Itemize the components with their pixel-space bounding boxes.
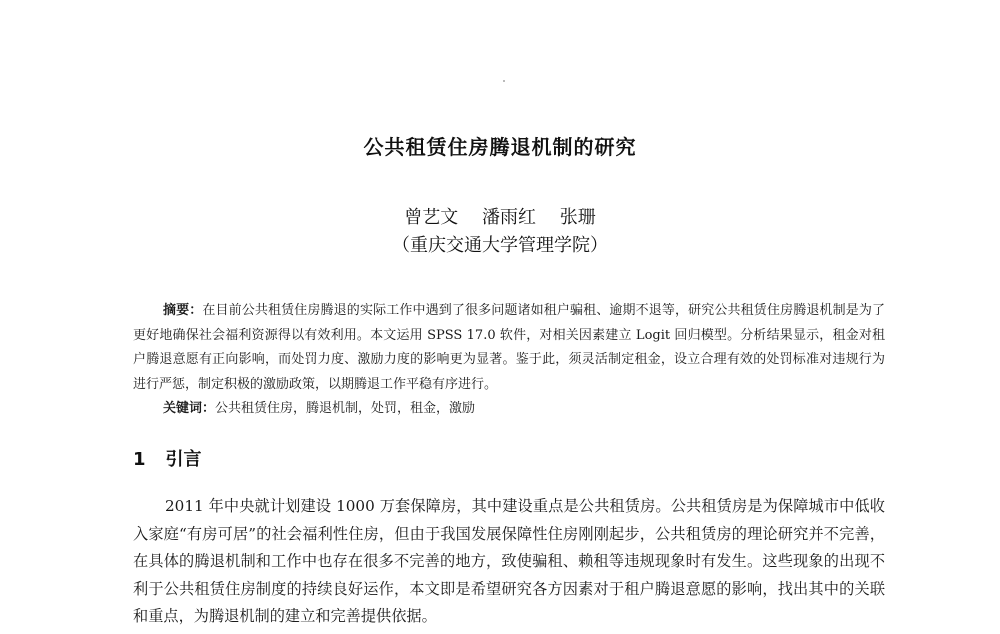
author-list (0, 203, 1000, 229)
keywords (163, 397, 885, 421)
section-number: 1 (133, 449, 146, 470)
section-title: 引言 (165, 449, 202, 470)
author-name: 张珊 (559, 207, 596, 228)
keywords-label: 关键词： (163, 401, 216, 416)
paper-title: 公共租赁住房腾退机制的研究 (363, 135, 637, 159)
abstract (133, 299, 885, 397)
author-name: 曾艺文 (404, 207, 459, 228)
keywords-text: 公共租赁住房，腾退机制，处罚，租金，激励 (215, 401, 476, 416)
abstract-text: 在目前公共租赁住房腾退的实际工作中遇到了很多问题诸如租户骗租、逾期不退等，研究公共租赁住房腾退机制是为了更好地确保社会福利资源得以有效利用。本文运用 SPSS 17.0 软件，对相关因素建立 Logit 回归模型。分析结果显示，租金对租户腾退意愿有正向影响，而处罚力度、激励力度的影响更为显著。鉴于此，须灵活制定租金，设立合理有效的处罚标准对违规行为进行严惩，制定积极的激励政策，以期腾退工作平稳有序进行。 (133, 303, 885, 392)
abstract-label: 摘要： (163, 303, 203, 318)
body-paragraph: 2011 年中央就计划建设 1000 万套保障房，其中建设重点是公共租赁房。公共租赁房是为保障城市中低收入家庭“有房可居”的社会福利性住房，但由于我国发展保障性住房刚刚起步，公共租赁房的理论研究并不完善，在具体的腾退机制和工作中也存在很多不完善的地方，致使骗租、赖租等违规现象时有发生。这些现象的出现不利于公共租赁住房制度的持续良好运作，本文即是希望研究各方因素对于租户腾退意愿的影响，找出其中的关联和重点，为腾退机制的建立和完善提供依据。 (133, 497, 885, 625)
section-heading (133, 445, 202, 471)
author-affiliation: （重庆交通大学管理学院） (392, 235, 608, 256)
author-name: 潘雨红 (482, 207, 536, 228)
scan-speck (503, 80, 505, 82)
